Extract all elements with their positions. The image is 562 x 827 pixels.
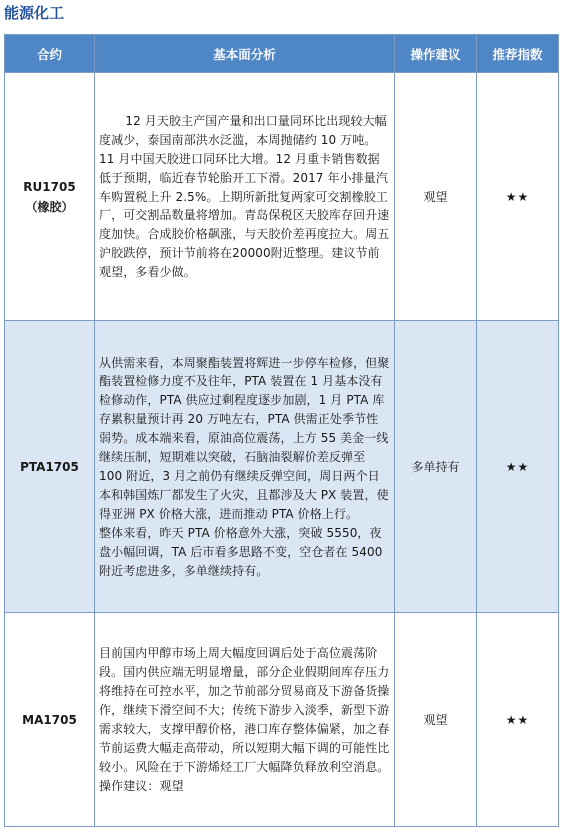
analysis-cell [95,73,395,321]
commodity-analysis-table [4,34,559,827]
table-row-ma1705 [5,613,559,827]
suggestion-cell: 观望 [395,73,477,321]
analysis-cell [95,613,395,827]
header-suggestion: 操作建议 [395,35,477,73]
table-row-pta1705 [5,321,559,613]
rating-stars: ★★ [477,321,559,613]
rating-stars: ★★ [477,613,559,827]
analysis-paragraph: 操作建议：观望 [99,778,184,793]
analysis-paragraph: 目前国内甲醇市场上周大幅度回调后处于高位震荡阶段。国内供应端无明显增量，部分企业假期间库存压力将维持在可控水平，加之节前部分贸易商及下游备货操作，继续下滑空间不大；传统下游步入淡季，新型下游需求较大，支撑甲醇价格，港口库存整体偏紧，加之春节前运费大幅走高带动，所以短期大幅下调的可能性比较小。风险在于下游烯烃工厂大幅降负释放利空消息。 [99,646,390,774]
section-title: 能源化工 [4,4,65,22]
header-contract: 合约 [5,35,95,73]
analysis-paragraph: 整体来看，昨天 PTA 价格意外大涨，突破 5550，夜盘小幅回调，TA 后市看多思路不变，空仓者在 5400 附近考虑进多，多单继续持有。 [99,525,383,578]
suggestion-cell: 多单持有 [395,321,477,613]
contract-cell [5,613,95,827]
header-rating: 推荐指数 [477,35,559,73]
contract-cell [5,321,95,613]
contract-code: RU1705 [23,179,76,194]
contract-cell [5,73,95,321]
table-header-row [5,35,559,73]
header-analysis: 基本面分析 [95,35,395,73]
analysis-paragraph: 从供需来看，本周聚酯装置将辉进一步停车检修，但聚酯装置检修力度不及往年，PTA 装置在 1 月基本没有检修动作，PTA 供应过剩程度逐步加剧，1 月 PTA 库存累积量预计再 20 万吨左右，PTA 供需正处季节性弱势。成本端来看，原油高位震荡，上方 55 美金一线继续压制，短期难以突破，石脑油裂解价差反弹至 100 附近，3 月之前仍有继续反弹空间，周日两个日本和韩国炼厂都发生了火灾，且都涉及大 PX 装置，使得亚洲 PX 价格大涨，进而推动 PTA 价格上行。 [99,355,390,521]
analysis-cell [95,321,395,613]
rating-stars: ★★ [477,73,559,321]
analysis-paragraph: 12 月天胶主产国产量和出口量同环比出现较大幅度减少，泰国南部洪水泛滥，本周抛储约 10 万吨。11 月中国天胶进口同环比大增。12 月重卡销售数据低于预期，临近春节轮胎开工下滑。2017 年小排量汽车购置税上升 2.5%。上期所新批复两家可交割橡胶工厂，可交割品数量将增加。青岛保税区天胶库存回升速度加快。合成胶价格飙涨，与天胶价差再度拉大。周五沪胶跌停，预计节前将在20000附近整理。建议节前观望，多看少做。 [99,113,390,280]
contract-name: （橡胶） [25,199,74,214]
table-row-ru1705 [5,73,559,321]
contract-code: PTA1705 [20,459,79,474]
contract-code: MA1705 [22,712,77,727]
suggestion-cell: 观望 [395,613,477,827]
